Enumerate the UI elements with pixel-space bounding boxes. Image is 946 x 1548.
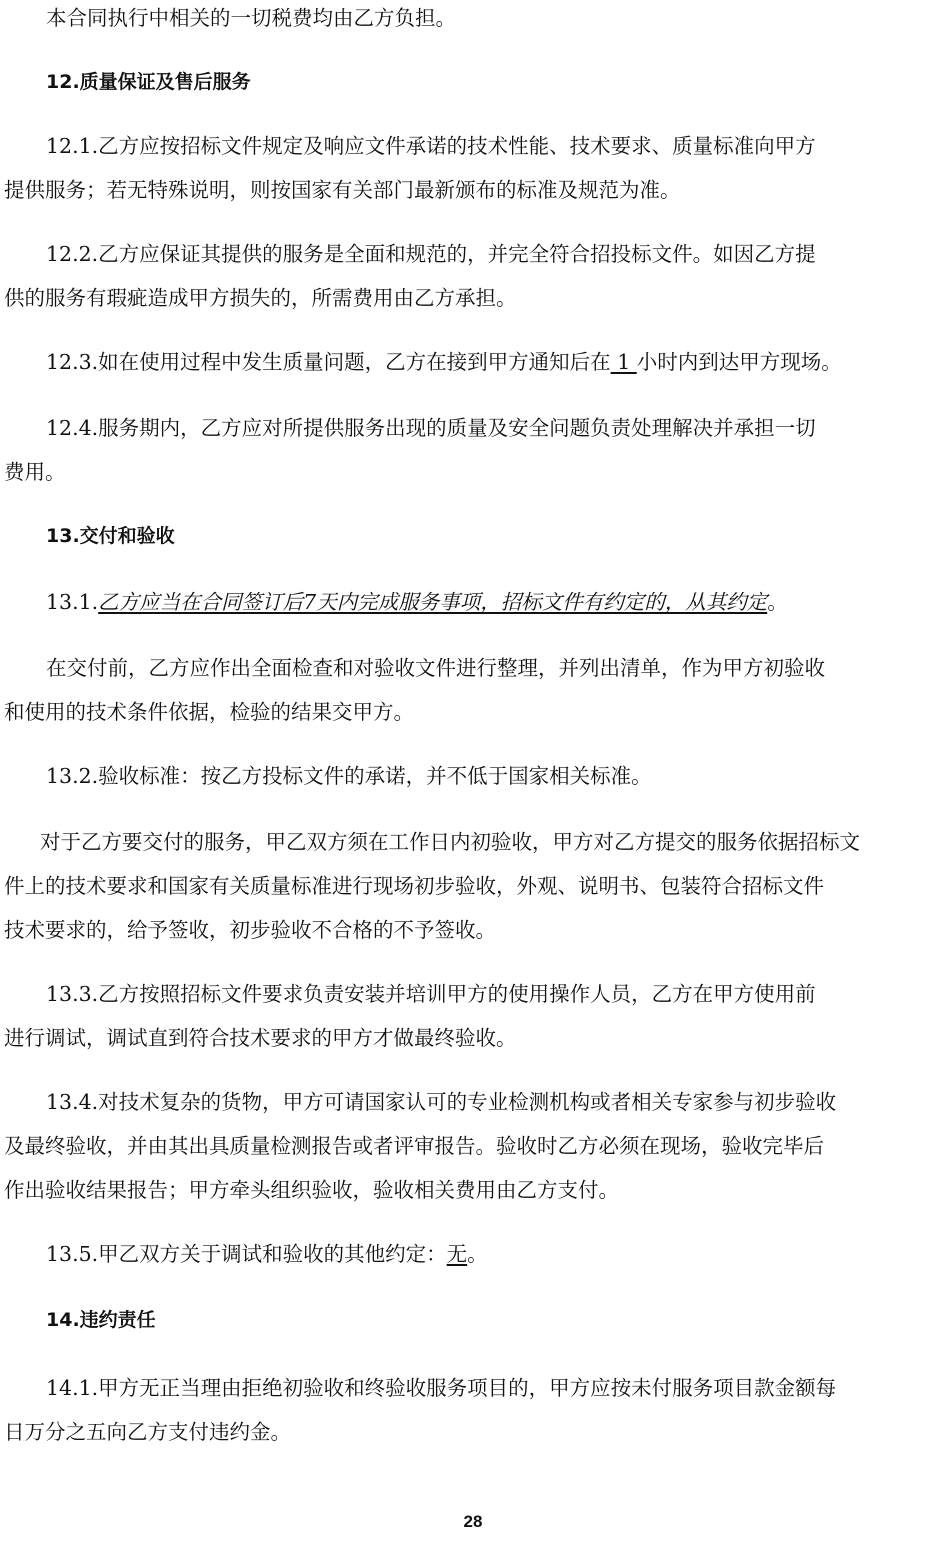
clause-13-3-line-2: 进行调试，调试直到符合技术要求的甲方才做最终验收。	[4, 1026, 517, 1050]
clause-12-1-line-1: 12.1.乙方应按招标文件规定及响应文件承诺的技术性能、技术要求、质量标准向甲方	[46, 134, 816, 158]
clause-13-5-text: 13.5.甲乙双方关于调试和验收的其他约定：	[46, 1242, 447, 1266]
acceptance-para-line-2: 件上的技术要求和国家有关质量标准进行现场初步验收，外观、说明书、包装符合招标文件	[4, 874, 824, 898]
clause-13-1	[46, 590, 946, 614]
clause-13-3-line-1: 13.3.乙方按照招标文件要求负责安装并培训甲方的使用操作人员，乙方在甲方使用前	[46, 982, 816, 1006]
response-time-value: 1	[610, 350, 637, 374]
delivery-para-line-1: 在交付前，乙方应作出全面检查和对验收文件进行整理，并列出清单，作为甲方初验收	[46, 656, 825, 680]
clause-14-1-line-2: 日万分之五向乙方支付违约金。	[4, 1420, 291, 1444]
clause-13-1-underlined-text: 乙方应当在合同签订后7天内完成服务事项，招标文件有约定的，从其约定	[98, 590, 768, 614]
clause-14-1-line-1: 14.1.甲方无正当理由拒绝初验收和终验收服务项目的，甲方应按未付服务项目款金额每	[46, 1376, 837, 1400]
section-heading-13: 13.交付和验收	[46, 525, 175, 547]
clause-13-2: 13.2.验收标准：按乙方投标文件的承诺，并不低于国家相关标准。	[46, 764, 652, 788]
clause-13-4-line-3: 作出验收结果报告；甲方牵头组织验收，验收相关费用由乙方支付。	[4, 1178, 619, 1202]
tax-line: 本合同执行中相关的一切税费均由乙方负担。	[46, 6, 456, 30]
section-heading-14: 14.违约责任	[46, 1309, 156, 1331]
clause-12-3-tail: 小时内到达甲方现场。	[636, 350, 842, 374]
clause-13-4-line-1: 13.4.对技术复杂的货物，甲方可请国家认可的专业检测机构或者相关专家参与初步验收	[46, 1090, 837, 1114]
other-agreement-value: 无	[446, 1242, 468, 1266]
page-number: 28	[463, 1512, 483, 1531]
acceptance-para-line-3: 技术要求的，给予签收，初步验收不合格的不予签收。	[4, 918, 496, 942]
clause-12-3	[46, 350, 946, 374]
clause-13-4-line-2: 及最终验收，并由其出具质量检测报告或者评审报告。验收时乙方必须在现场，验收完毕后	[4, 1134, 824, 1158]
clause-13-1-number: 13.1.	[46, 590, 99, 614]
clause-12-3-text: 12.3.如在使用过程中发生质量问题，乙方在接到甲方通知后在	[46, 350, 611, 374]
clause-12-1-line-2: 提供服务；若无特殊说明，则按国家有关部门最新颁布的标准及规范为准。	[4, 178, 681, 202]
delivery-para-line-2: 和使用的技术条件依据，检验的结果交甲方。	[4, 700, 414, 724]
clause-12-2-line-1: 12.2.乙方应保证其提供的服务是全面和规范的，并完全符合招投标文件。如因乙方提	[46, 242, 816, 266]
clause-12-4-line-1: 12.4.服务期内，乙方应对所提供服务出现的质量及安全问题负责处理解决并承担一切	[46, 416, 816, 440]
clause-13-5-tail: 。	[467, 1242, 488, 1266]
acceptance-para-line-1: 对于乙方要交付的服务，甲乙双方须在工作日内初验收，甲方对乙方提交的服务依据招标文	[40, 830, 860, 854]
section-heading-12: 12.质量保证及售后服务	[46, 71, 251, 93]
clause-12-4-line-2: 费用。	[4, 460, 66, 484]
clause-13-1-tail: 。	[767, 590, 788, 614]
clause-13-5	[46, 1242, 946, 1266]
clause-12-2-line-2: 供的服务有瑕疵造成甲方损失的，所需费用由乙方承担。	[4, 286, 517, 310]
